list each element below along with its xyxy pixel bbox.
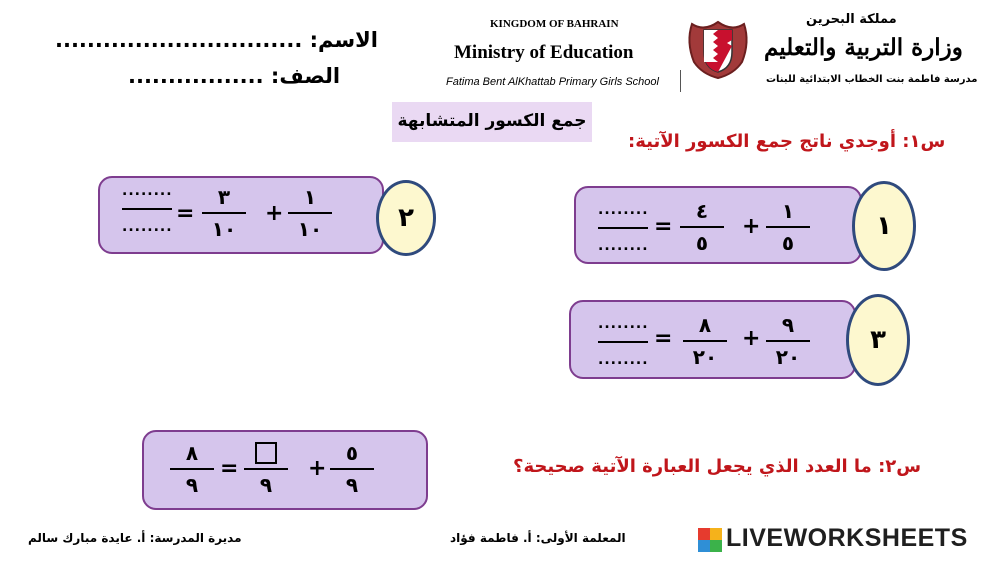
denominator: ٥ xyxy=(695,231,709,255)
fraction-bar xyxy=(598,341,648,343)
denominator: ٩ xyxy=(185,473,199,497)
problem-3-answer[interactable] xyxy=(598,317,648,367)
q2-result-fraction xyxy=(170,440,214,498)
denominator: ٢٠ xyxy=(692,345,718,369)
header-divider xyxy=(680,70,681,92)
problem-2-answer[interactable] xyxy=(122,184,172,234)
numerator-slot xyxy=(244,440,288,466)
kingdom-label-ar: مملكة البحرين xyxy=(806,12,897,27)
problem-1-fraction-a xyxy=(766,198,810,256)
fraction-bar xyxy=(683,340,727,342)
problem-3-fraction-b xyxy=(683,312,727,370)
answer-numerator-blank[interactable]: ........ xyxy=(122,183,173,199)
fraction-bar xyxy=(202,212,246,214)
answer-numerator-blank[interactable]: ........ xyxy=(598,316,649,332)
q2-missing-fraction xyxy=(244,440,288,498)
fraction-bar xyxy=(598,227,648,229)
problem-2-number: ٢ xyxy=(376,180,436,256)
problem-1-answer[interactable] xyxy=(598,203,648,253)
problem-1-fraction-b xyxy=(680,198,724,256)
fraction-bar xyxy=(766,226,810,228)
plus-sign: + xyxy=(265,201,284,226)
question-1-label: س١: أوجدي ناتج جمع الكسور الآتية: xyxy=(628,131,946,152)
fraction-bar xyxy=(766,340,810,342)
problem-3-fraction-a xyxy=(766,312,810,370)
school-name-ar: مدرسة فاطمة بنت الخطاب الابتدائية للبنات xyxy=(766,74,978,85)
liveworksheets-brand: LIVEWORKSHEETS xyxy=(726,524,968,552)
problem-3-number: ٣ xyxy=(846,294,910,386)
answer-denominator-blank[interactable]: ........ xyxy=(598,238,649,254)
equals-sign: = xyxy=(654,214,673,239)
class-field: الصف: ................. xyxy=(128,64,341,88)
liveworksheets-logo-icon xyxy=(698,528,722,552)
numerator: ٨ xyxy=(185,441,199,465)
question-2-label: س٢: ما العدد الذي يجعل العبارة الآتية صحيحة؟ xyxy=(513,456,922,477)
plus-sign: + xyxy=(742,214,761,239)
denominator: ٥ xyxy=(781,231,795,255)
equals-sign: = xyxy=(220,456,239,481)
fraction-bar xyxy=(170,468,214,470)
numerator: ٥ xyxy=(345,441,359,465)
problem-1-number: ١ xyxy=(852,181,916,271)
answer-denominator-blank[interactable]: ........ xyxy=(122,219,173,235)
bahrain-emblem-icon xyxy=(682,12,754,82)
numerator: ٤ xyxy=(695,199,709,223)
denominator: ٩ xyxy=(259,473,273,497)
name-field: الاسم: ............................... xyxy=(55,28,378,52)
answer-box[interactable] xyxy=(255,442,277,464)
fraction-bar xyxy=(244,468,288,470)
numerator: ٩ xyxy=(781,313,795,337)
ministry-label-ar: وزارة التربية والتعليم xyxy=(764,34,963,61)
q2-fraction-a xyxy=(330,440,374,498)
fraction-bar xyxy=(330,468,374,470)
problem-2-fraction-b xyxy=(202,184,246,242)
equals-sign: = xyxy=(654,326,673,351)
numerator: ١ xyxy=(781,199,795,223)
fraction-bar xyxy=(288,212,332,214)
principal-name: مديرة المدرسة: أ. عايدة مبارك سالم xyxy=(28,531,242,545)
school-name-en: Fatima Bent AlKhattab Primary Girls School xyxy=(446,76,659,88)
denominator: ١٠ xyxy=(297,217,323,241)
fraction-bar xyxy=(122,208,172,210)
plus-sign: + xyxy=(742,326,761,351)
denominator: ٢٠ xyxy=(775,345,801,369)
numerator: ٨ xyxy=(698,313,712,337)
plus-sign: + xyxy=(308,456,327,481)
ministry-label: Ministry of Education xyxy=(454,42,634,63)
denominator: ٩ xyxy=(345,473,359,497)
kingdom-label: KINGDOM OF BAHRAIN xyxy=(490,18,619,30)
denominator: ١٠ xyxy=(211,217,237,241)
problem-2-fraction-a xyxy=(288,184,332,242)
numerator: ٣ xyxy=(217,185,231,209)
answer-numerator-blank[interactable]: ........ xyxy=(598,202,649,218)
answer-denominator-blank[interactable]: ........ xyxy=(598,352,649,368)
equals-sign: = xyxy=(176,201,195,226)
teacher-name: المعلمة الأولى: أ. فاطمة فؤاد xyxy=(450,531,626,545)
fraction-bar xyxy=(680,226,724,228)
lesson-title: جمع الكسور المتشابهة xyxy=(392,102,592,142)
numerator: ١ xyxy=(303,185,317,209)
